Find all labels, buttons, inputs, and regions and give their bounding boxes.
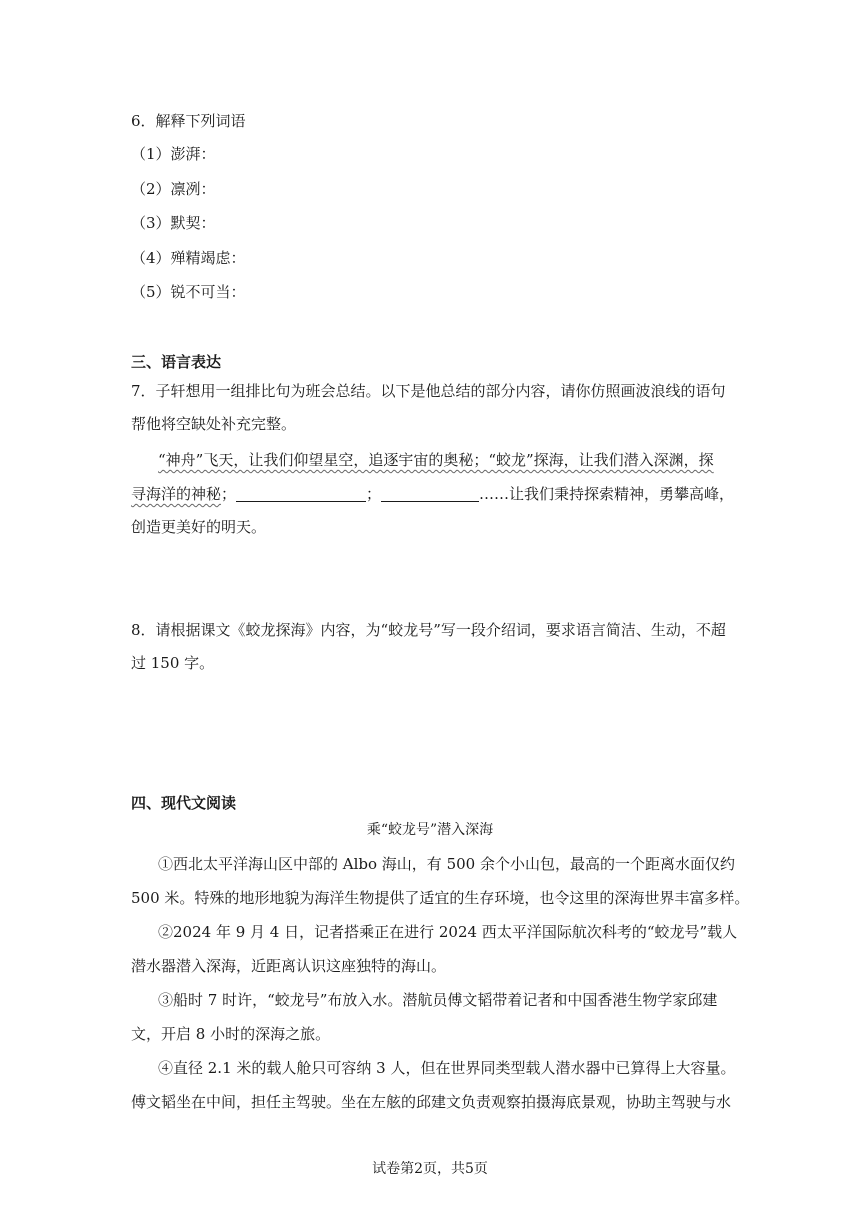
q8-line-2: 过 150 字。 [131, 654, 215, 672]
article-line-2: 500 米。特殊的地形地貌为海洋生物提供了适宜的生存环境，也令这里的深海世界丰富多样。 [131, 889, 750, 907]
q6-item-5: （5）锐不可当： [131, 283, 246, 301]
q7-line-1: 7．子轩想用一组排比句为班会总结。以下是他总结的部分内容，请你仿照画波浪线的语句 [131, 382, 726, 400]
q8-line-1: 8．请根据课文《蛟龙探海》内容，为“蛟龙号”写一段介绍词，要求语言简洁、生动，不超 [131, 621, 726, 639]
section-4-heading: 四、现代文阅读 [131, 794, 237, 812]
article-line-6: 文，开启 8 小时的深海之旅。 [131, 1025, 331, 1043]
q6-item-3: （3）默契： [131, 214, 216, 232]
wavy-underlined-text: “神舟”飞天，让我们仰望星空，追逐宇宙的奥秘；“蛟龙”探海，让我们潜入深渊，探 [158, 451, 714, 469]
q7-semicolon: ； [366, 485, 382, 503]
answer-blank-1[interactable] [236, 485, 366, 502]
article-line-5: ③船时 7 时许，“蛟龙号”布放入水。潜航员傅文韬带着记者和中国香港生物学家邱建 [158, 991, 718, 1009]
section-3-heading: 三、语言表达 [131, 353, 222, 371]
wavy-underlined-text-end: 寻海洋的神秘 [131, 485, 222, 503]
q7-line-5: 创造更美好的明天。 [131, 518, 267, 536]
q7-tail: ……让我们秉持探索精神，勇攀高峰， [479, 485, 735, 503]
article-title: 乘“蛟龙号”潜入深海 [366, 822, 494, 838]
q7-wavy-line-1 [158, 450, 714, 470]
q7-line-4 [131, 484, 734, 504]
q7-colon: ； [221, 485, 237, 503]
article-line-1: ①西北太平洋海山区中部的 Albo 海山，有 500 余个小山包，最高的一个距离水面仅约 [158, 855, 735, 873]
q6-heading: 6．解释下列词语 [131, 112, 246, 130]
q7-line-2: 帮他将空缺处补充完整。 [131, 415, 297, 433]
article-line-4: 潜水器潜入深海，近距离认识这座独特的海山。 [131, 957, 447, 975]
answer-blank-2[interactable] [381, 485, 479, 502]
article-line-8: 傅文韬坐在中间，担任主驾驶。坐在左舷的邱建文负责观察拍摄海底景观，协助主驾驶与水 [131, 1093, 732, 1111]
page-footer: 试卷第2页，共5页 [372, 1161, 488, 1177]
article-line-3: ②2024 年 9 月 4 日，记者搭乘正在进行 2024 西太平洋国际航次科考的“蛟龙号”载人 [158, 923, 738, 941]
q6-item-1: （1）澎湃： [131, 145, 216, 163]
q6-item-4: （4）殚精竭虑： [131, 249, 246, 267]
article-line-7: ④直径 2.1 米的载人舱只可容纳 3 人，但在世界同类型载人潜水器中已算得上大容量。 [158, 1059, 736, 1077]
q6-item-2: （2）凛冽： [131, 180, 216, 198]
